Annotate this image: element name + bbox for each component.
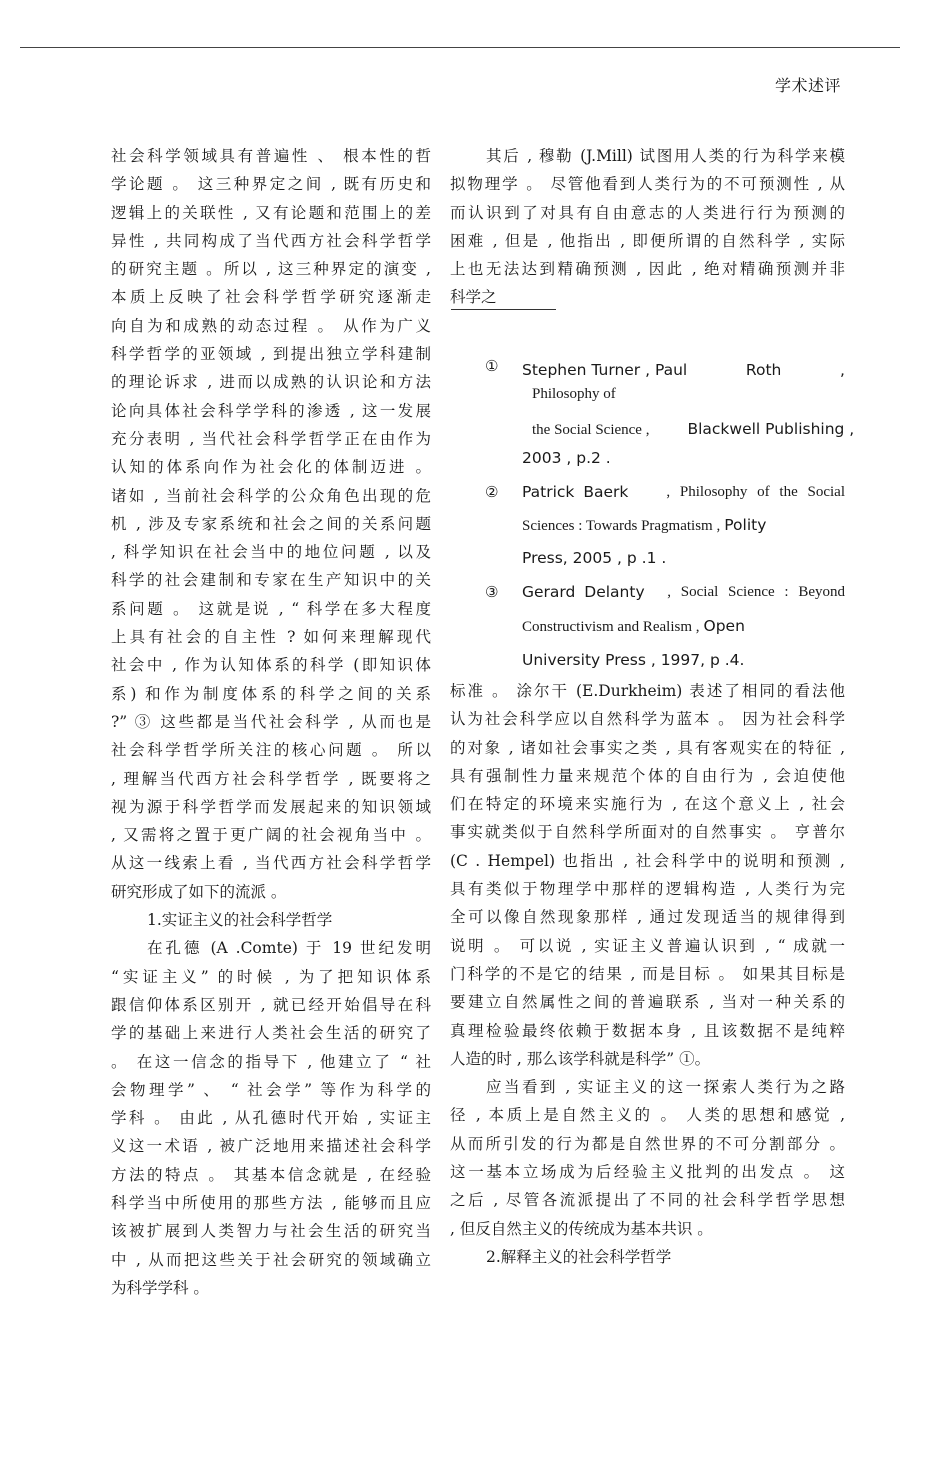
- text-line: 具有强制性力量来规范个体的自由行为 , 会迫使他: [450, 766, 845, 785]
- text-line: 应当看到 , 实证主义的这一探索人类行为之路: [486, 1078, 845, 1097]
- footnote-title: Sciences : Towards Pragmatism ,: [522, 518, 721, 534]
- footnote-year-page: 2003 , p.2 .: [522, 449, 611, 467]
- text-line: 科学当中所使用的那些方法 , 能够而且应: [111, 1193, 431, 1212]
- text-line: 系问题 。 这就是说 , “ 科学在多大程度: [111, 599, 431, 618]
- footnote-publisher: University Press , 1997, p .4.: [522, 651, 745, 669]
- text-line: (C . Hempel) 也指出 , 社会科学中的说明和预测 ,: [450, 851, 845, 870]
- text-line: 异性 , 共同构成了当代西方社会科学哲学: [111, 231, 431, 250]
- text-line: 学科 。 由此 , 从孔德时代开始 , 实证主: [111, 1109, 431, 1128]
- footnote-author: Stephen Turner , Paul: [522, 361, 688, 379]
- text-line: , 科学知识在社会当中的地位问题 , 以及: [111, 543, 431, 562]
- section-label: 学术述评: [775, 76, 842, 95]
- text-line: 跟信仰体系区别开 , 就已经开始倡导在科: [111, 995, 431, 1014]
- text-line: 上具有社会的自主性 ? 如何来理解现代: [111, 628, 431, 647]
- right-paragraph-3: [450, 1073, 845, 1243]
- footnote-publisher: Press, 2005 , p .1 .: [522, 549, 667, 567]
- footnote-separator: [451, 309, 556, 310]
- text-line: 要建立自然属性之间的普遍联系 , 当对一种关系的: [450, 993, 845, 1012]
- text-line: 拟物理学 。 尽管他看到人类行为的不可预测性 , 从: [450, 175, 845, 194]
- footnote-title: Philosophy of: [532, 386, 616, 402]
- text-line: 认为社会科学应以自然科学为蓝本 。 因为社会科学: [450, 710, 845, 729]
- section-heading-interpretivism: 2.解释主义的社会科学哲学: [486, 1247, 672, 1266]
- text-line: 这一基本立场成为后经验主义批判的出发点 。 这: [450, 1163, 845, 1182]
- text-line: 从这一线索上看 , 当代西方社会科学哲学: [111, 854, 431, 873]
- text-line: 中 , 从而把这些关于社会研究的领域确立: [111, 1250, 431, 1269]
- left-paragraph-1: [111, 142, 431, 906]
- text-line: 困难 , 但是 , 他指出 , 即便所谓的自然科学 , 实际: [450, 231, 845, 250]
- text-line: 学的基础上来进行人类社会生活的研究了: [111, 1024, 431, 1043]
- footnote-title: , Philosophy of the Social: [666, 484, 845, 500]
- text-line: 社会科学哲学所关注的核心问题 。 所以: [111, 741, 431, 760]
- text-line: 义这一术语 , 被广泛地用来描述社会科学: [111, 1137, 431, 1156]
- text-line: 会物理学” 、 “ 社会学” 等作为科学的: [111, 1080, 431, 1099]
- text-line: 之后 , 尽管各流派提出了不同的社会科学哲学思想: [450, 1191, 845, 1210]
- left-paragraph-2: [111, 934, 431, 1302]
- footnotes: [485, 357, 855, 677]
- text-line: 的理论诉求 , 进而以成熟的认识论和方法: [111, 373, 431, 392]
- text-line: 而认识到了对具有自由意志的人类进行行为预测的: [450, 203, 845, 222]
- footnote-punct: ,: [840, 361, 845, 379]
- footnote-marker: ①: [485, 357, 499, 375]
- footnote-1: [485, 357, 855, 476]
- footnote-marker: ②: [485, 483, 499, 501]
- text-line: 其后 , 穆勒 (J.Mill) 试图用人类的行为科学来模: [486, 147, 845, 165]
- text-line: 学论题 。 这三种界定之间 , 既有历史和: [111, 175, 431, 194]
- text-line: 具有类似于物理学中那样的逻辑构造 , 人类行为完: [450, 880, 845, 899]
- text-line: 视为源于科学哲学而发展起来的知识领域: [111, 797, 431, 816]
- footnote-2: [485, 476, 845, 575]
- text-line: 诸如 , 当前社会科学的公众角色出现的危: [111, 486, 431, 505]
- footnote-title: , Social Science : Beyond: [667, 584, 845, 600]
- text-line: 标准 。 涂尔干 (E.Durkheim) 表述了相同的看法他: [450, 682, 845, 700]
- text-line: ?” ③ 这些都是当代社会科学 , 从而也是: [111, 712, 431, 731]
- footnote-author: Roth: [745, 361, 782, 379]
- right-column-continued: [450, 677, 845, 1271]
- text-line: 人造的时 , 那么该学科就是科学” ①。: [450, 1049, 711, 1068]
- text-line: 。 在这一信念的指导下 , 他建立了 “ 社: [111, 1052, 431, 1071]
- left-column: [111, 142, 431, 1302]
- text-line: 在孔德 (A .Comte) 于 19 世纪发明: [147, 939, 431, 958]
- text-line: 系) 和作为制度体系的科学之间的关系: [111, 684, 431, 703]
- right-paragraph-2: [450, 677, 845, 1073]
- text-line: 门科学的不是它的结果 , 而是目标 。 如果其目标是: [450, 964, 845, 983]
- right-paragraph-1: [450, 142, 845, 312]
- text-line: 径 , 本质上是自然主义的 。 人类的思想和感觉 ,: [450, 1106, 845, 1125]
- text-line: 社会科学领域具有普遍性 、 根本性的哲: [111, 147, 431, 165]
- text-line: 科学哲学的亚领域 , 到提出独立学科建制: [111, 345, 431, 364]
- text-line: 的研究主题 。所以 , 这三种界定的演变 ,: [111, 260, 431, 279]
- text-line: , 但反自然主义的传统成为基本共识 。: [450, 1219, 713, 1238]
- text-line: “实证主义” 的时候 , 为了把知识体系: [111, 967, 431, 986]
- text-line: 科学的社会建制和专家在生产知识中的关: [111, 571, 431, 590]
- text-line: 认知的体系向作为社会化的体制迈进 。: [111, 458, 431, 477]
- text-line: 们在特定的环境来实施行为 , 在这个意义上 , 社会: [450, 795, 845, 814]
- text-line: 全可以像自然现象那样 , 通过发现适当的规律得到: [450, 908, 845, 927]
- footnote-3: [485, 575, 845, 677]
- text-line: 充分表明 , 当代社会科学哲学正在由作为: [111, 429, 431, 448]
- text-line: 机 , 涉及专家系统和社会之间的关系问题: [111, 514, 431, 533]
- section-heading-positivism: 1.实证主义的社会科学哲学: [147, 911, 333, 930]
- header-rule: [20, 47, 900, 48]
- text-line: 论向具体社会科学学科的渗透 , 这一发展: [111, 401, 431, 420]
- footnote-author: Patrick Baerk: [522, 483, 629, 501]
- text-line: 的对象 , 诸如社会事实之类 , 具有客观实在的特征 ,: [450, 738, 845, 757]
- text-line: 真理检验最终依赖于数据本身 , 且该数据不是纯粹: [450, 1021, 845, 1040]
- text-line: 上也无法达到精确预测 , 因此 , 绝对精确预测并非: [450, 260, 845, 279]
- right-column: [450, 142, 845, 312]
- text-line: 社会中 , 作为认知体系的科学 (即知识体: [111, 656, 431, 675]
- text-line: 逻辑上的关联性 , 又有论题和范围上的差: [111, 203, 431, 222]
- footnote-author: Gerard Delanty: [522, 583, 645, 601]
- footnote-publisher: Open: [703, 617, 745, 635]
- text-line: 研究形成了如下的流派 。: [111, 882, 287, 901]
- footnote-title: the Social Science ,: [532, 422, 650, 438]
- text-line: 科学之: [450, 288, 497, 307]
- text-line: , 理解当代西方社会科学哲学 , 既要将之: [111, 769, 431, 788]
- text-line: 向自为和成熟的动态过程 。 从作为广义: [111, 316, 431, 335]
- text-line: 事实就类似于自然科学所面对的自然事实 。 亨普尔: [450, 823, 845, 842]
- footnote-marker: ③: [485, 583, 499, 601]
- text-line: 说明 。 可以说 , 实证主义普遍认识到 , “ 成就一: [450, 936, 845, 955]
- text-line: , 又需将之置于更广阔的社会视角当中 。: [111, 826, 431, 845]
- text-line: 该被扩展到人类智力与社会生活的研究当: [111, 1222, 431, 1241]
- footnote-title: Constructivism and Realism ,: [522, 619, 700, 635]
- text-line: 本质上反映了社会科学哲学研究逐渐走: [111, 288, 431, 307]
- text-line: 方法的特点 。 其基本信念就是 , 在经验: [111, 1165, 431, 1184]
- footnote-publisher: Blackwell Publishing ,: [687, 420, 855, 438]
- text-line: 从而所引发的行为都是自然世界的不可分割部分 。: [450, 1134, 845, 1153]
- text-line: 为科学学科 。: [111, 1278, 209, 1297]
- footnote-publisher: Polity: [724, 516, 767, 534]
